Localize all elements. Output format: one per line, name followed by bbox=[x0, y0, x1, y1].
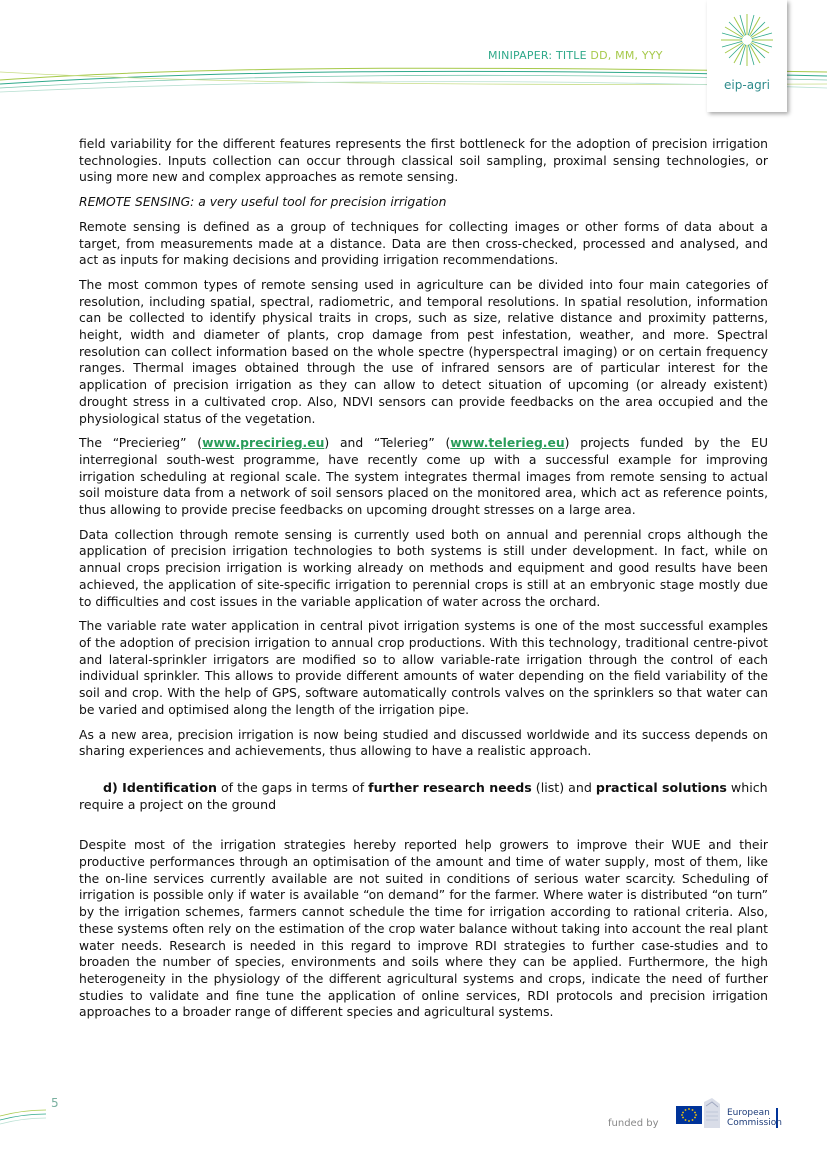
subheading-remote-sensing: REMOTE SENSING: a very useful tool for precision irrigation bbox=[79, 195, 447, 210]
paragraph-projects-text-b: ) and “Telerieg” ( bbox=[324, 436, 451, 451]
paragraph-gaps: Despite most of the irrigation strategies hereby reported help growers to improve their WUE and their productive performances through an optimisation of the amount and time of water supply, most of them, like the on-line services currently available are not suited in conditions of serious water scarcity. Scheduling of irrigation is possible only if water is available “on demand” for the farmer. Where water is distributed “on turn” by the irrigation schemes, farmers cannot schedule the time for irrigation according to rational criteria. Also, these systems often rely on the estimation of the crop water balance without taking into account the real plant water needs. Research is needed in this regard to improve RDI strategies to further case-studies and to broaden the number of species, environments and soils where they can be applied. Furthermore, the high heterogeneity in the physiology of the different agricultural systems and crops, indicate the need of further studies to validate and fine tune the application of online services, RDI protocols and precision irrigation approaches to a broader range of different species and agricultural systems. bbox=[79, 838, 768, 1020]
section-text-2: (list) and bbox=[531, 779, 596, 795]
logo-text: eip-agri bbox=[724, 78, 770, 92]
paragraph-remote-sensing-definition: Remote sensing is defined as a group of techniques for collecting images or other forms of data about a target, from measurements made at a distance. Data are then cross-checked, processed and analysed, and act as inputs for making decisions and providing irrigation recommendations. bbox=[79, 219, 768, 268]
commission-line-1: European bbox=[727, 1108, 770, 1118]
logo-burst-icon bbox=[707, 0, 787, 80]
section-text-1: of the gaps in terms of bbox=[216, 779, 369, 795]
paragraph-projects-text-a: The “Precierieg” ( bbox=[79, 436, 203, 451]
paragraph-projects-text-c: ) projects funded by the EU interregional south-west programme, have recently come up with a successful example for improving irrigation scheduling at regional scale. The system integrates thermal images from remote sensing to actual soil moisture data from a network of soil sensors placed on the monitored area, which act as reference points, thus allowing to provide precise feedbacks on upcoming drought stresses on a large area. bbox=[79, 436, 768, 518]
paragraph-field-variability: field variability for the different features represents the first bottleneck for the adoption of precision irrigation technologies. Inputs collection can occur through classical soil sampling, proximal sensing technologies, or using more new and complex approaches as remote sensing. bbox=[79, 137, 768, 185]
section-bold-research: further research needs bbox=[368, 779, 532, 795]
section-text-3: which bbox=[726, 779, 768, 795]
link-telerieg[interactable]: www.telerieg.eu bbox=[450, 436, 565, 451]
section-heading-d bbox=[79, 780, 768, 797]
eip-agri-logo bbox=[707, 0, 787, 112]
header-title-text: MINIPAPER: TITLE bbox=[488, 49, 587, 62]
paragraph-data-collection: Data collection through remote sensing is currently used both on annual and perennial crops although the application of precision irrigation technologies to both systems is still under development. In fact, while on annual crops precision irrigation is working already on methods and equipment and good results have been achieved, the application of site-specific irrigation to perennial crops is still at an embryonic stage mostly due to difficulties and cost issues in the variable application of water across the orchard. bbox=[79, 527, 768, 609]
header-title-date: DD, MM, YYY bbox=[590, 49, 663, 62]
paragraph-new-area: As a new area, precision irrigation is now being studied and discussed worldwide and its success depends on sharing experiences and achievements, thus allowing to have a realistic approach. bbox=[79, 727, 768, 759]
section-heading-continuation: require a project on the ground bbox=[79, 796, 277, 812]
header-decorative-lines bbox=[0, 58, 827, 108]
funded-by-text: funded by bbox=[608, 1118, 659, 1129]
paragraph-projects bbox=[79, 435, 768, 519]
paragraph-remote-sensing-types: The most common types of remote sensing used in agriculture can be divided into four main categories of resolution, including spatial, spectral, radiometric, and temporal resolutions. In spatial resolution, information can be collected to identify physical traits in crops, such as size, relative distance and proximity patterns, height, width and diameter of plants, crop damage from pest infestation, weather, and more. Spectral resolution can collect information based on the whole spectre (hyperspectral imaging) or on certain frequency ranges. Thermal images obtained through the use of infrared sensors are of particular interest for the application of precision irrigation as they can allow to detect situation of upcoming (or already existent) drought stress in a cultivated crop. Also, NDVI sensors can provide feedbacks on the area occupied and the physiological status of the vegetation. bbox=[79, 277, 768, 426]
document-body bbox=[79, 136, 768, 1029]
section-bold-solutions: practical solutions bbox=[595, 779, 727, 795]
paragraph-variable-rate: The variable rate water application in central pivot irrigation systems is one of the most successful examples of the adoption of precision irrigation to annual crop productions. With this technology, traditional centre-pivot and lateral-sprinkler irrigators are modified so to allow variable-rate irrigation through the control of each individual sprinkler. This allows to provide different amounts of water depending on the field variability of the soil and crop. With the help of GPS, software automatically controls valves on the sprinklers so that water can be varied and optimised along the length of the irrigation pipe. bbox=[79, 619, 768, 717]
page-number: 5 bbox=[51, 1096, 59, 1110]
section-label: d) Identification bbox=[103, 779, 217, 795]
header-title bbox=[488, 49, 663, 62]
european-commission-text bbox=[727, 1108, 782, 1128]
link-precirieg[interactable]: www.precirieg.eu bbox=[202, 436, 325, 451]
commission-line-2: Commission bbox=[727, 1118, 782, 1128]
